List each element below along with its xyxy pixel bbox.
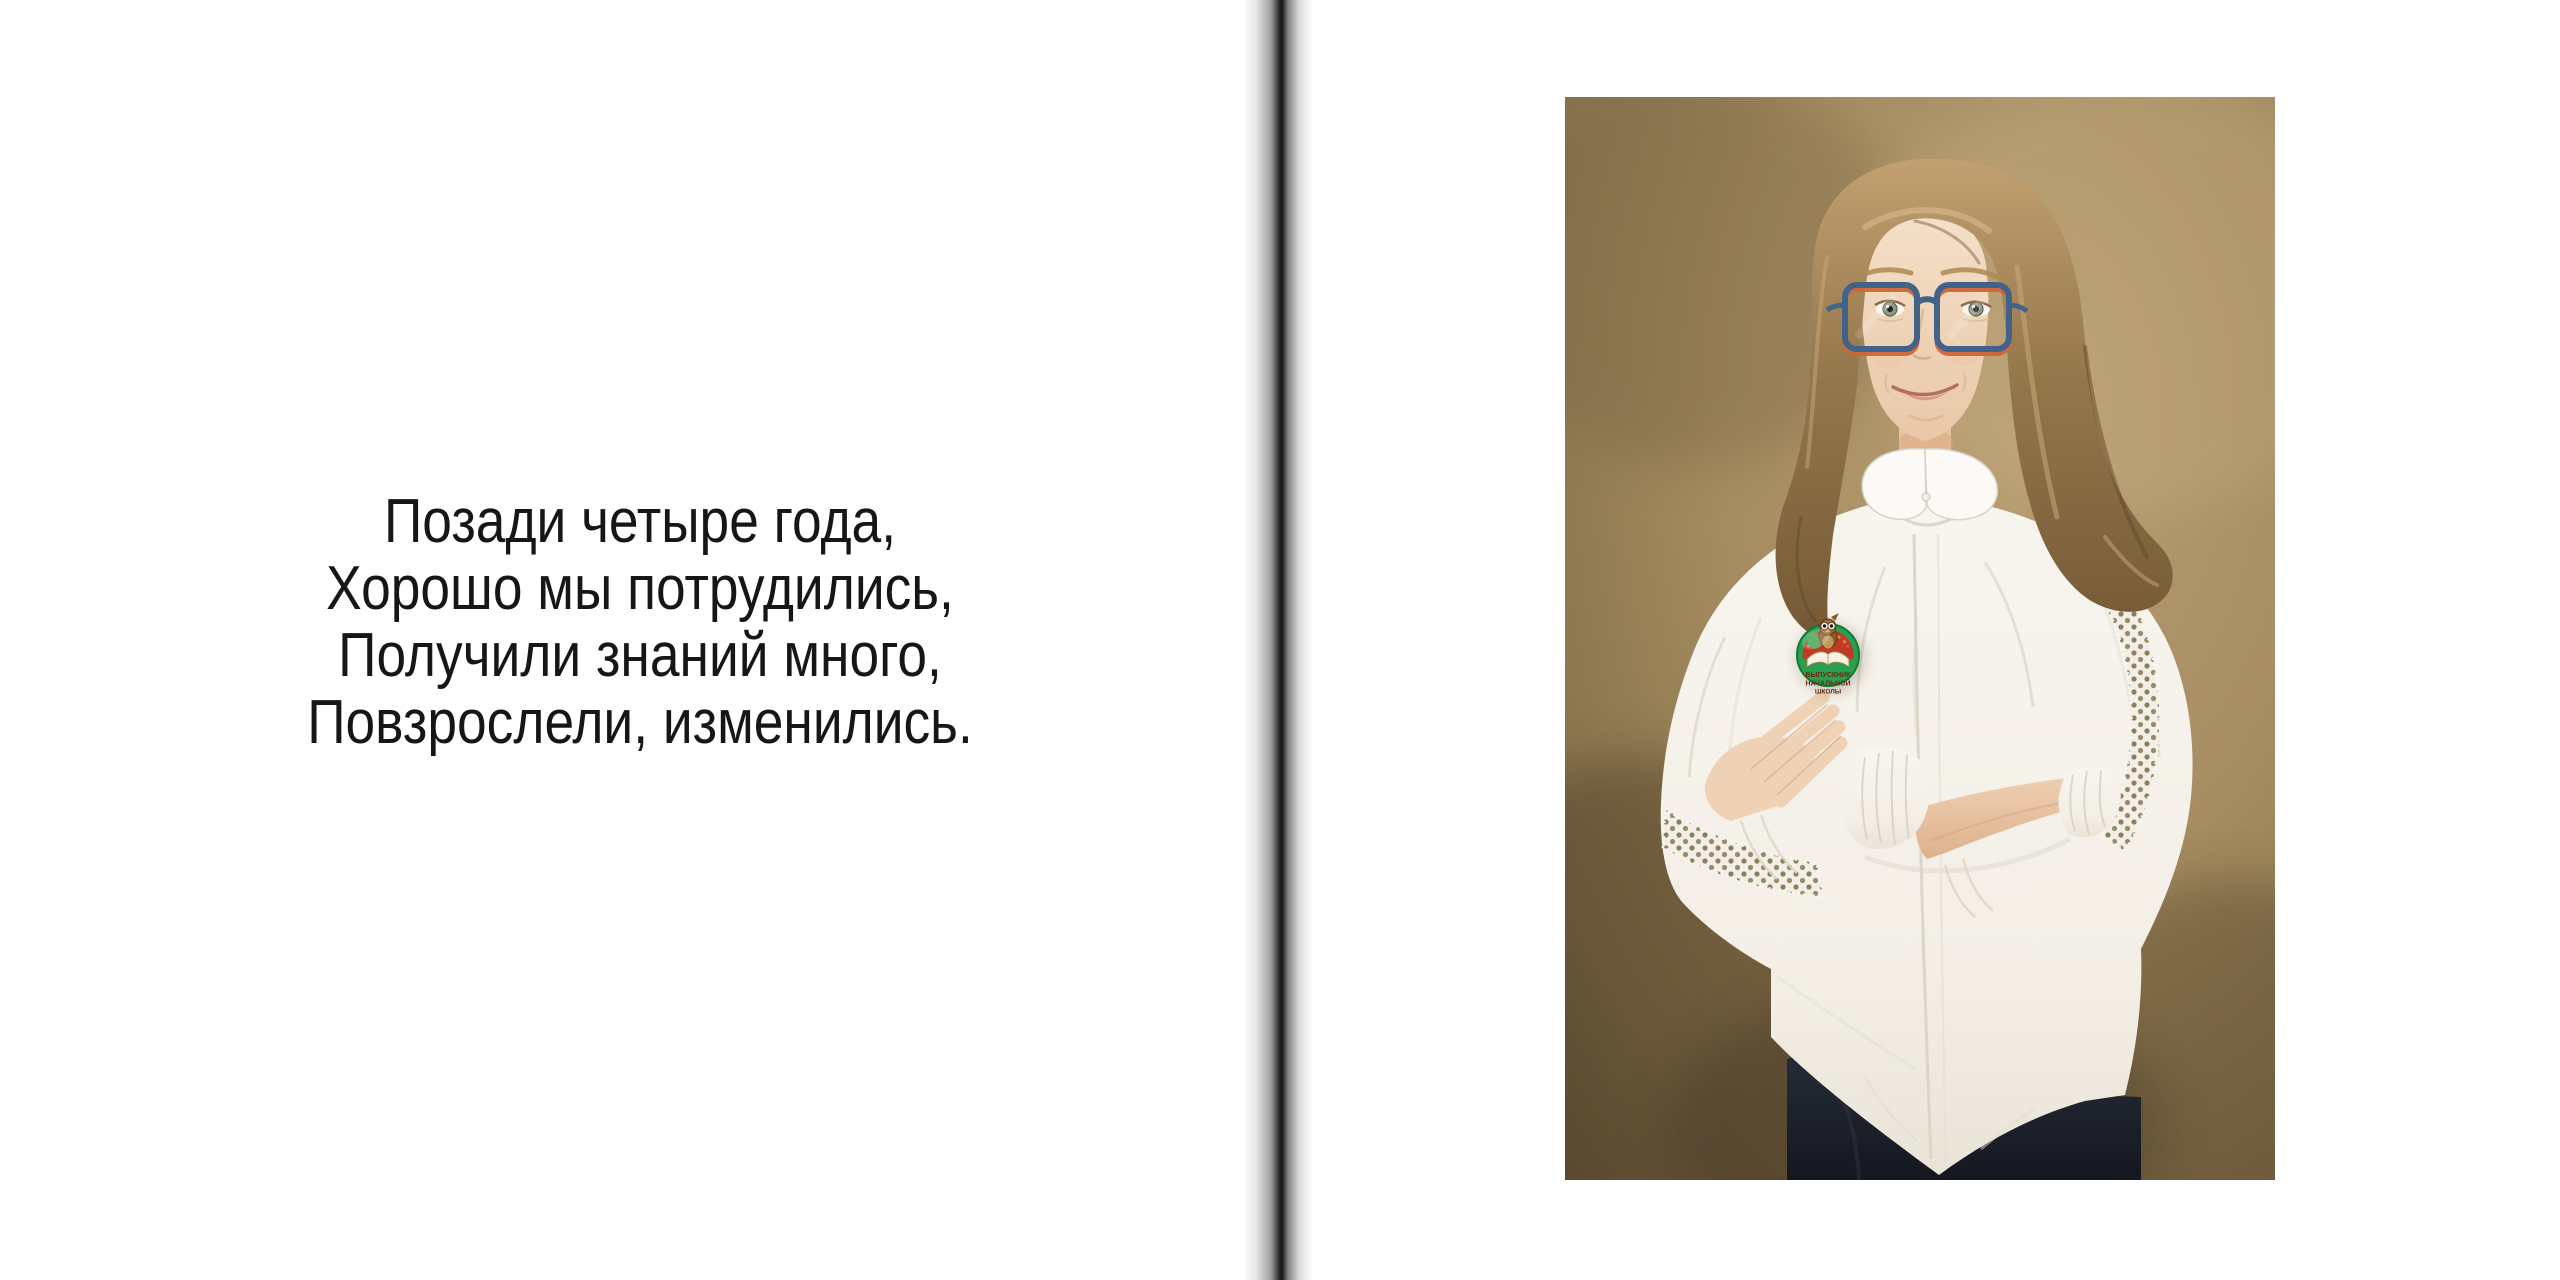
collar-button (1922, 493, 1930, 501)
badge-text-line1: ВЫПУСКНИК (1805, 672, 1851, 679)
poem-line: Хорошо мы потрудились, (326, 554, 954, 623)
poem-line: Позади четыре года, (383, 487, 897, 556)
badge-text-line2: НАЧАЛЬНОЙ (1805, 680, 1851, 688)
poem (90, 488, 1191, 756)
poem-line: Повзрослели, изменились. (307, 688, 973, 757)
poem-line: Получили знаний много, (338, 621, 942, 690)
portrait-photo (1565, 97, 2275, 1180)
portrait-photo-illustration (1565, 97, 2275, 1180)
badge-text-line3: ШКОЛЫ (1814, 688, 1842, 696)
right-page (1280, 0, 2560, 1280)
